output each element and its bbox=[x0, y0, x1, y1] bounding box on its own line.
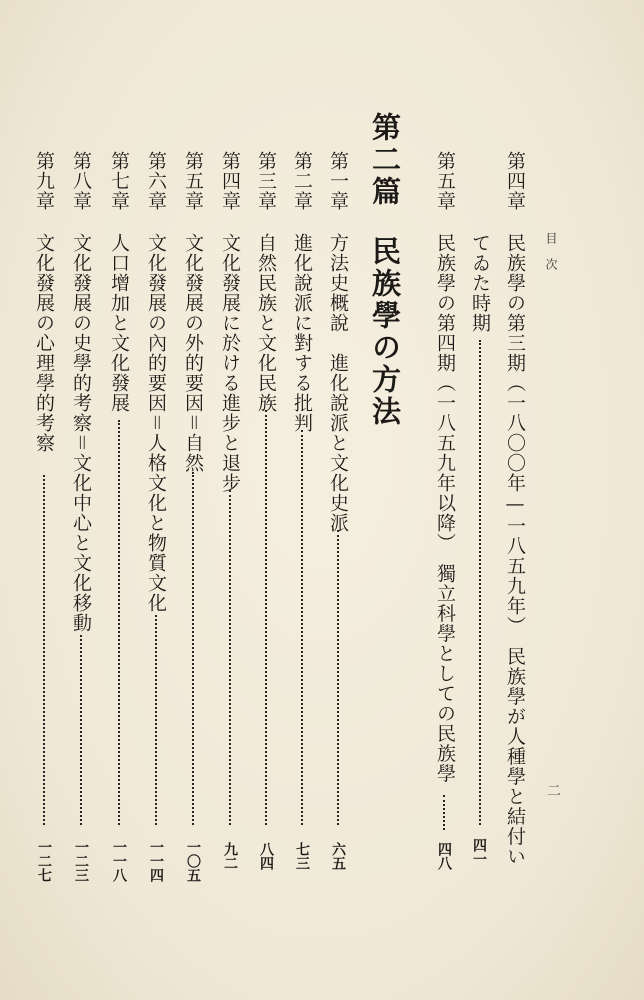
toc-page: 一一八 bbox=[111, 840, 127, 882]
toc-page: 一〇五 bbox=[185, 840, 201, 882]
toc-leader bbox=[265, 410, 271, 825]
toc-leader bbox=[479, 340, 485, 825]
toc-title: 文化發展に於ける進步と退步 bbox=[219, 233, 241, 493]
toc-page: 四八 bbox=[436, 842, 452, 870]
toc-label: 第七章 bbox=[108, 151, 130, 211]
toc-title: 文化發展の內的要因＝人格文化と物質文化 bbox=[145, 233, 167, 613]
part-title: 民族學の方法 bbox=[368, 236, 402, 428]
folio: 二 bbox=[545, 783, 561, 797]
toc-label: 第五章 bbox=[182, 151, 204, 211]
toc-title: 自然民族と文化民族 bbox=[255, 233, 277, 413]
running-header: 目次 bbox=[544, 232, 558, 284]
toc-page: 七三 bbox=[294, 842, 310, 870]
toc-title: 進化說派に對する批判 bbox=[291, 233, 313, 433]
toc-leader bbox=[229, 490, 235, 825]
toc-label: 第六章 bbox=[145, 151, 167, 211]
toc-leader bbox=[337, 530, 343, 825]
toc-leader bbox=[155, 615, 161, 825]
toc-label: 第一章 bbox=[327, 151, 349, 211]
toc-leader bbox=[118, 420, 124, 825]
toc-title: 文化發展の外的要因＝自然 bbox=[182, 233, 204, 473]
toc-page: 一二三 bbox=[73, 840, 89, 882]
toc-label: 第二章 bbox=[291, 151, 313, 211]
toc-title: 文化發展の心理學的考察 bbox=[33, 233, 55, 453]
toc-label: 第五章 bbox=[434, 151, 456, 211]
toc-label: 第八章 bbox=[70, 151, 92, 211]
part-number: 第二篇 bbox=[368, 112, 402, 208]
toc-page: 一二七 bbox=[36, 840, 52, 882]
toc-title: 文化發展の史學的考察＝文化中心と文化移動 bbox=[70, 233, 92, 633]
toc-label: 第四章 bbox=[504, 151, 526, 211]
toc-page: 四一 bbox=[471, 838, 487, 866]
toc-page: 一一四 bbox=[148, 840, 164, 882]
toc-label: 第九章 bbox=[33, 151, 55, 211]
toc-label: 第四章 bbox=[219, 151, 241, 211]
toc-leader bbox=[43, 475, 49, 825]
toc-leader bbox=[192, 472, 198, 825]
toc-title: 民族學の第四期（一八五九年以降） 獨立科學としての民族學 bbox=[434, 233, 456, 784]
toc-label: 第三章 bbox=[255, 151, 277, 211]
toc-leader bbox=[301, 430, 307, 825]
toc-title: 人口增加と文化發展 bbox=[108, 233, 130, 413]
toc-title-cont: てゐた時期 bbox=[469, 233, 491, 333]
toc-leader bbox=[443, 795, 449, 830]
toc-page: 八四 bbox=[258, 842, 274, 870]
toc-title: 民族學の第三期（一八〇〇年—一八五九年） 民族學が人種學と結付い bbox=[504, 233, 526, 867]
toc-page: 六五 bbox=[330, 842, 346, 870]
toc-page: 九二 bbox=[222, 842, 238, 870]
toc-title: 方法史概說 進化說派と文化史派 bbox=[327, 233, 349, 533]
toc-leader bbox=[80, 635, 86, 825]
